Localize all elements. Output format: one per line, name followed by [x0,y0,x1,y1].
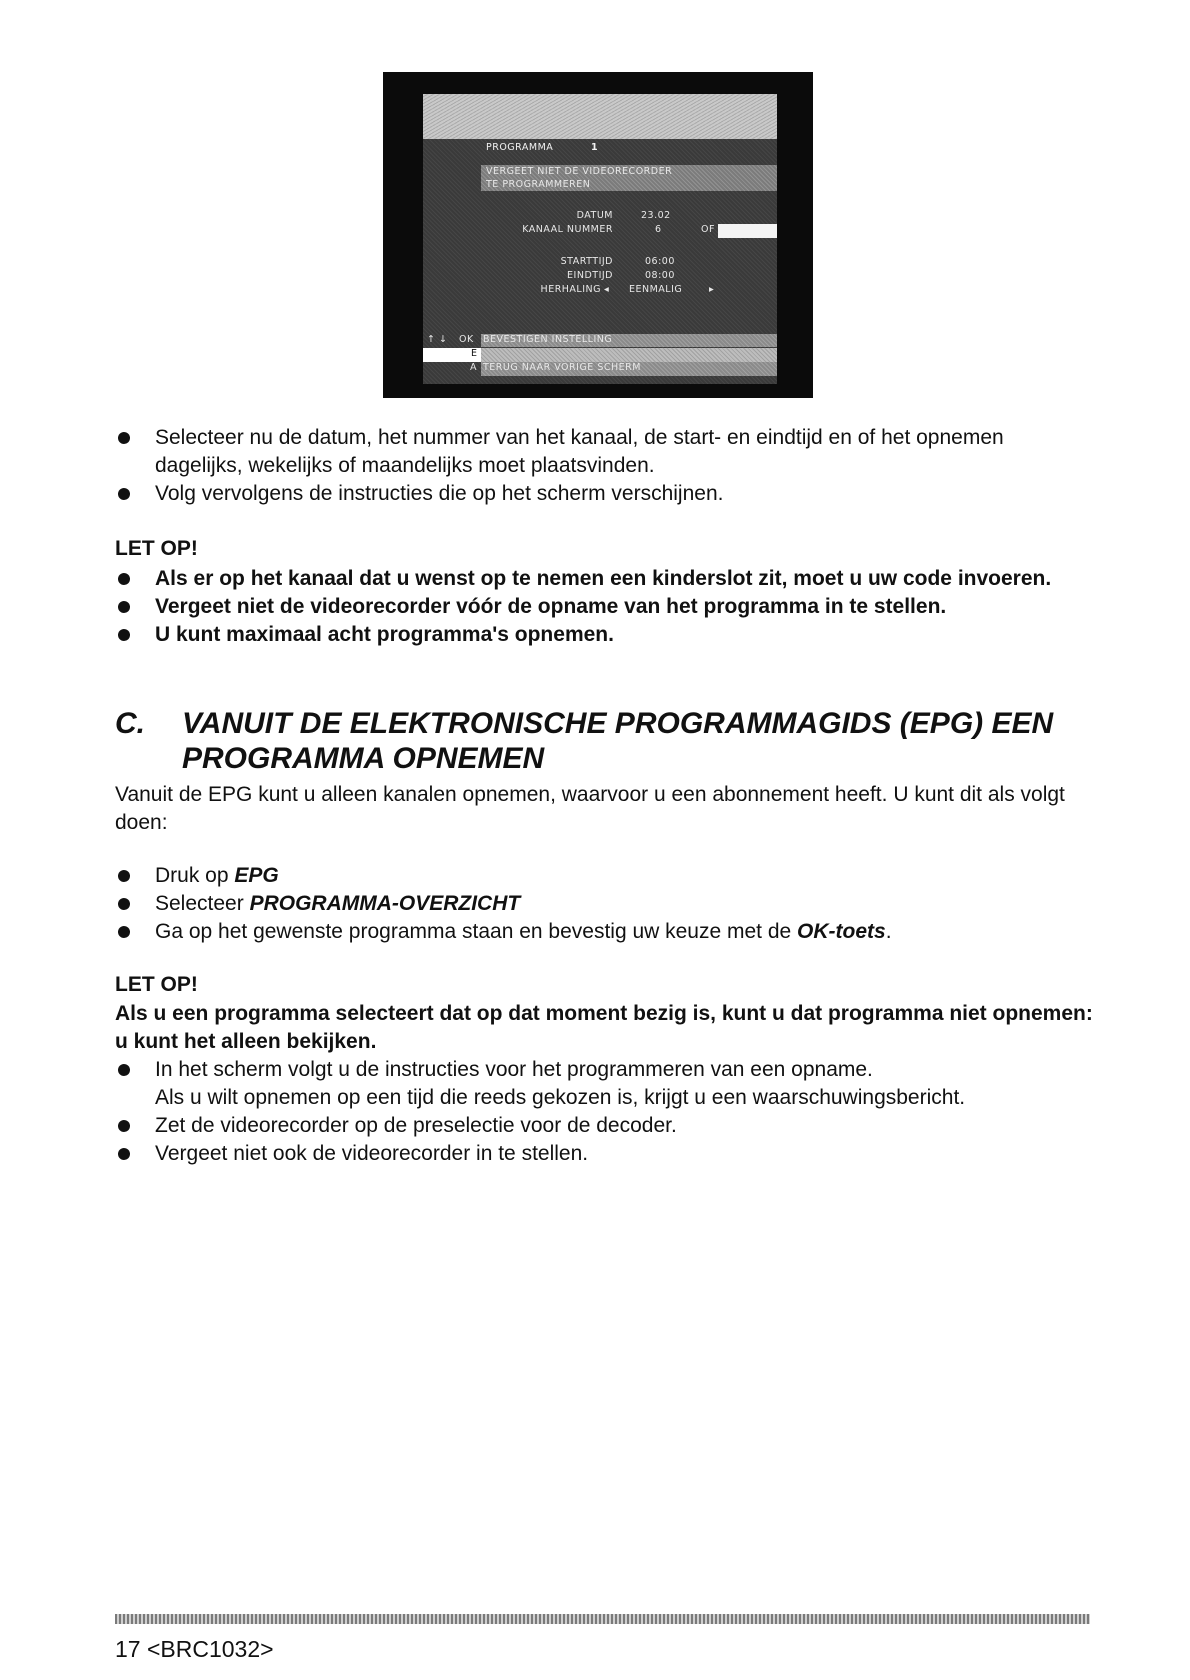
section-heading [115,706,1095,776]
section-letter: C. [115,707,145,740]
steps-list [115,862,1090,946]
instruction-list [115,424,1090,508]
list-item: Druk op EPG [115,862,1090,890]
back-text[interactable]: TERUG NAAR VORIGE SCHERM [483,362,641,373]
page-number: 17 <BRC1032> [115,1636,274,1662]
note-bold-text: Als u een programma selecteert dat op dat moment bezig is, kunt u dat programma niet opnemen: u kunt het alleen bekijken. [115,1002,1093,1053]
list-item: Zet de videorecorder op de preselectie voor de decoder. [115,1112,1090,1140]
herhaling-label: HERHALING [540,284,601,295]
kanaal-value[interactable]: 6 [655,224,662,235]
list-item: Ga op het gewenste programma staan en bevestig uw keuze met de OK-toets. [115,918,1090,946]
bullet-icon [118,898,130,910]
bullet-icon [118,1120,130,1132]
overzicht-key: PROGRAMMA-OVERZICHT [249,892,521,915]
right-arrow-icon[interactable]: ▸ [709,284,715,295]
ok-toets-key: OK-toets [797,920,886,943]
bullet-icon [118,1064,130,1076]
nav-arrows-icon: ↑ ↓ [427,334,448,345]
eindtijd-value[interactable]: 08:00 [645,270,675,281]
list-item: Selecteer nu de datum, het nummer van het kanaal, de start- en eindtijd en of het opnemen dagelijks, wekelijks of maandelijks moet plaatsvinden. [115,424,1090,480]
list-item: Volg vervolgens de instructies die op het scherm verschijnen. [115,480,1090,508]
list-item: In het scherm volgt u de instructies voor het programmeren van een opname. Als u wilt opnemen op een tijd die reeds gekozen is, krijgt u een waarschuwingsbericht. [115,1056,1090,1112]
warning-line-2: TE PROGRAMMEREN [486,179,591,190]
bullet-icon [118,432,130,444]
list-item: U kunt maximaal acht programma's opnemen. [115,621,1090,649]
list-item: Selecteer PROGRAMMA-OVERZICHT [115,890,1090,918]
footer-divider [115,1614,1090,1624]
list-item: Als er op het kanaal dat u wenst op te nemen een kinderslot zit, moet u uw code invoeren. [115,565,1090,593]
menu-canvas [423,94,777,384]
datum-value[interactable]: 23.02 [641,210,671,221]
tv-screenshot [383,72,813,398]
bullet-icon [118,488,130,500]
ok-confirm-text[interactable]: BEVESTIGEN INSTELLING [483,334,613,345]
list-item: Vergeet niet de videorecorder vóór de opname van het programma in te stellen. [115,593,1090,621]
list-item: Vergeet niet ook de videorecorder in te stellen. [115,1140,1090,1168]
of-label: OF [701,224,715,235]
starttijd-value[interactable]: 06:00 [645,256,675,267]
eindtijd-label: EINDTIJD [567,270,613,281]
channel-name-field[interactable] [718,224,777,238]
ok-key: OK [459,334,474,345]
bullet-icon [118,1148,130,1160]
menu-top-bar [423,94,777,139]
e-bar-inner [481,348,777,362]
bullet-icon [118,573,130,585]
section-intro: Vanuit de EPG kunt u alleen kanalen opnemen, waarvoor u een abonnement heeft. U kunt dit als volgt doen: [115,783,1065,834]
heading-line-2: PROGRAMMA OPNEMEN [182,742,545,775]
e-key[interactable]: E [471,348,478,359]
bullet-icon [118,870,130,882]
bullet-icon [118,926,130,938]
warning-line-1: VERGEET NIET DE VIDEORECORDER [486,166,673,177]
starttijd-label: STARTTIJD [560,256,613,267]
note-list-2 [115,1056,1090,1168]
heading-line-1: VANUIT DE ELEKTRONISCHE PROGRAMMAGIDS (EPG) EEN [182,707,1054,740]
datum-label: DATUM [576,210,613,221]
kanaal-label: KANAAL NUMMER [522,224,613,235]
left-arrow-icon[interactable]: ◂ [604,284,610,295]
bullet-icon [118,601,130,613]
programma-number: 1 [591,142,599,153]
note-list-1 [115,565,1090,649]
a-key: A [470,362,477,373]
herhaling-value[interactable]: EENMALIG [629,284,683,295]
note-title-1: LET OP! [115,537,198,560]
note-title-2: LET OP! [115,973,198,996]
epg-key: EPG [234,864,279,887]
bullet-icon [118,629,130,641]
programma-title: PROGRAMMA [486,142,554,153]
